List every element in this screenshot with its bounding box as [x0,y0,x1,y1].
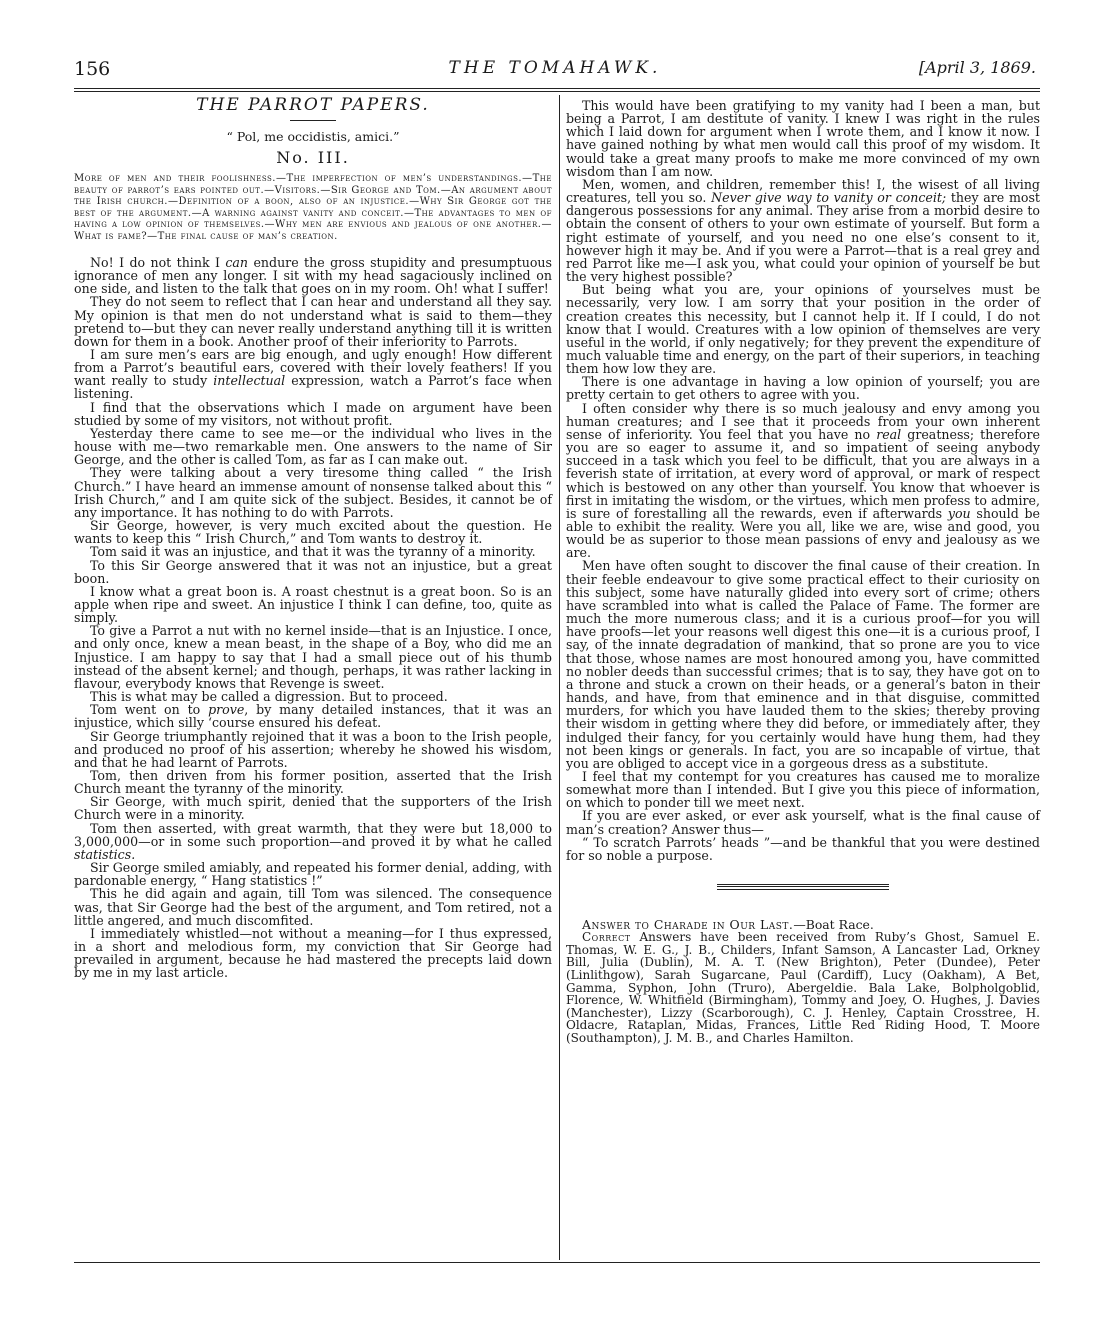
paragraph-text: Sir George triumphantly rejoined that it was a boon to the Irish people, and produced no proof of his assertion; whereby he showed his wisdom, and that he had learnt of Parrots. [74,728,552,770]
paragraph-text: endure the gross stupidity and presumptuous ignorance of men any longer. I sit with my head sagaciously inclined on one side, and listen to the talk that goes on in my room. Oh! what I suffer! [74,254,552,297]
paragraph-text: They were talking about a very tiresome thing called “ the Irish Church.” I have heard an immense amount of nonsense talked about this “ Irish Church,” and I am quite sick of the subject. Besides, it cannot be of any importance. It has nothing to do with Parrots. [74,465,552,520]
article-paragraph [566,375,1040,401]
charade-label: Answer to Charade in Our Last. [582,917,794,933]
right-column [566,99,1040,1045]
paragraph-text: If you are ever asked, or ever ask yourself, what is the final cause of man’s creation? Answer thus— [566,808,1040,837]
paragraph-text: I am sure men’s ears are big enough, and ugly enough! How different from a Parrot’s beautiful ears, covered with their lovely feathers! If you want really to study [74,347,552,389]
article-paragraph [74,927,552,980]
paragraph-text: I know what a great boon is. A roast chestnut is a great boon. So is an apple when ripe and sweet. An injustice I think I can define, too, quite as simply. [74,583,552,626]
article-paragraph [566,402,1040,560]
article-paragraph [74,559,552,585]
article-paragraph [566,836,1040,862]
correct-lead: Correct [582,930,631,945]
paragraph-text: Tom said it was an injustice, and that it was the tyranny of a minority. [90,544,536,560]
paragraph-text: you [947,505,971,521]
paragraph-text: Tom went on to [90,702,209,718]
article-paragraph [566,559,1040,770]
paragraph-text: Men have often sought to discover the final cause of their creation. In their feeble endeavour to give some practical effect to their curiosity on this subject, some have naturally glided into every sort of crime; others have scrambled into what is called the Palace of Fame. The former are much the more numerous class; and it is a curious proof—for you will have proofs—let your reasons well digest this one—it is a curious proof, I say, of the innate degradation of mankind, that so prone are you to vice that those, whose names are most honoured among you, have committed no nobler deeds than successful crimes; that is to say, they have got on to a throne and stuck a crown on their heads, or a general’s baton in their hands, and have, from that eminence and in that disguise, committed murders, for which you have lauded them to the skies; thereby proving their wisdom in getting where they did before, or immediately after, they indulged their fancy, for you certainly would have hung them, had they not been kings or generals. In fact, you are so incapable of virtue, that you are obliged to accept vice in a gorgeous dress as a substitute. [566,558,1040,771]
left-column [74,95,552,981]
column-divider [559,95,560,1260]
article-paragraph [74,427,552,466]
paragraph-text: Sir George, however, is very much excited about the question. He wants to keep this “ Irish Church,” and Tom wants to destroy it. [74,518,552,547]
paragraph-text: Men, women, and children, remember this! I, the wisest of all living creatures, tell you so. [566,176,1040,206]
paragraph-text: Never give way to vanity or conceit; [711,190,947,206]
correct-list: Answers have been received from Ruby’s Ghost, Samuel E. Thomas, W. E. G., J. B., Childers, Infant Samson, A Lancaster Lad, Orkney Bill, Julia (Dublin), M. A. T. (New Brighton), Peter (Dundee), Peter (Linlithgow), Sarah Sugarcane, Paul (Cardiff), Lucy (Oakham), A Bet, Gamma, Syphon, John (Truro), Abergeldie. Bala Lake, Bolpholgoblid, Florence, W. Whitfield (Birmingham), Tommy and Joey, O. Hughes, J. Davies (Manchester), Lizzy (Scarborough), C. J. Henley, Captain Crosstree, H. Oldacre, Rataplan, Midas, Frances, Little Red Riding Hood, T. Moore (Southampton), J. M. B., and Charles Hamilton. [566,930,1040,1045]
article-paragraph [74,624,552,690]
paragraph-text: This is what may be called a digression. But to proceed. [90,689,448,705]
paragraph-text: I immediately whistled—not without a meaning—for I thus expressed, in a short and melodious form, my conviction that Sir George had prevailed in argument, because he had mastered the precepts laid down by me in my last article. [74,925,552,981]
article-paragraph [74,887,552,926]
article-title: THE PARROT PAPERS. [196,95,430,115]
article-paragraph [566,283,1040,375]
article-paragraph [74,861,552,887]
article-paragraph [74,401,552,427]
footer-rule [74,1262,1040,1263]
paragraph-text: To give a Parrot a nut with no kernel inside—that is an Injustice. I once, and only once, knew a mean beast, in the shape of a Boy, who did me an Injustice. I am happy to say that I had a small piece out of his thumb instead of the absent kernel; and though, perhaps, it was rather lacking in flavour, everybody knows that Revenge is sweet. [74,623,552,691]
paragraph-text: Tom, then driven from his former position, asserted that the Irish Church meant the tyranny of the minority. [74,768,552,797]
page-number: 156 [74,58,111,80]
article-paragraph [74,585,552,624]
paragraph-text: Yesterday there came to see me—or the individual who lives in the house with me—two remarkable men. One answers to the name of Sir George, and the other is called Tom, as far as I can make out. [74,425,552,468]
paragraph-text: I feel that my contempt for you creatures has caused me to moralize somewhat more than I intended. But I give you this piece of information, on which to ponder till we meet next. [566,768,1040,811]
charade-answer-value: —Boat Race. [793,917,874,933]
article-synopsis: More of men and their foolishness.—The imperfection of men’s understandings.—The beauty of parrot’s ears pointed out.—Visitors.—Sir George and Tom.—An argument about the Irish church.—Definition of a boon, also of an injustice.—Why Sir George got the best of the argument.—A warning against vanity and conceit.—The advantages to men of having a low opinion of themselves.—Why men are envious and jealous of one another.—What is fame?—The final cause of man’s creation. [74,173,552,242]
paragraph-text: expression, watch a Parrot’s face when listening. [74,373,552,402]
paragraph-text: Tom then asserted, with great warmth, that they were but 18,000 to 3,000,000—or in some such proportion—and proved it by what he called [74,820,552,849]
paragraph-text: Sir George smiled amiably, and repeated his former denial, adding, with pardonable energy, “ Hang statistics !” [74,860,552,889]
paragraph-text: But being what you are, your opinions of yourselves must be necessarily, very low. I am sorry that your position in the order of creation creates this necessity, but I cannot help it. If I could, I do not know that I would. Creatures with a low opinion of themselves are very useful in the world, if only negatively; for they prevent the expenditure of much valuable time and energy, on the part of their superiors, in teaching them how low they are. [566,282,1040,377]
article-paragraph [74,703,552,729]
article-paragraph [74,769,552,795]
masthead: THE TOMAHAWK. [448,58,662,78]
paragraph-text: prove [208,702,245,718]
header-rule-thin [74,91,1040,92]
header-rule [74,88,1040,89]
issue-date: [April 3, 1869. [918,58,1036,77]
paragraph-text: I find that the observations which I made on argument have been studied by some of my visitors, not without profit. [74,399,552,428]
paragraph-text: Sir George, with much spirit, denied that the supporters of the Irish Church were in a minority. [74,794,552,823]
article-paragraph [74,295,552,348]
article-paragraph [74,822,552,861]
title-rule [290,120,336,121]
paragraph-text: they are most dangerous possessions for any animal. They arise from a morbid desire to obtain the consent of others to your own estimate of yourself. But form a right estimate of yourself, and you need no one else’s consent to it, however high it may be. And if you were a Parrot—that is a real grey and red Parrot like me—I ask you, what could your opinion of yourself be but the very highest possible? [566,190,1040,285]
article-paragraph [74,519,552,545]
paragraph-text: should be able to exhibit the reality. Were you all, like we are, wise and good, you would be as superior to those mean passions of envy and jealousy as we are. [566,505,1040,561]
paragraph-text: real [876,426,902,442]
article-paragraph [74,466,552,519]
paragraph-text: greatness; therefore you are so eager to assume it, and so impatient of seeing anybody succeed in a task which you feel to be difficult, that you are always in a feverish state of irritation, at every word of approval, or mark of respect which is bestowed on any other than yourself. You know that whoever is first in imitating the wisdom, or the virtues, which men profess to admire, is sure of forestalling all the rewards, even if afterwards [566,426,1040,521]
paragraph-text: intellectual [213,373,286,389]
article-motto: “ Pol, me occidistis, amici.” [226,129,400,145]
paragraph-text: This would have been gratifying to my vanity had I been a man, but being a Parrot, I am destitute of vanity. I knew I was right in the rules which I laid down for argument when I wrote them, and I know it now. I have gained nothing by what men would call this proof of my wisdom. It would take a great many proofs to make me more convinced of my own wisdom than I am now. [566,98,1040,179]
article-paragraph [74,730,552,769]
paragraph-text: To this Sir George answered that it was not an injustice, but a great boon. [74,557,552,586]
paragraph-text: This he did again and again, till Tom was silenced. The consequence was, that Sir George had the best of the argument, and Tom retired, not a little angered, and much discomfited. [74,886,552,928]
article-paragraph [74,795,552,821]
paragraph-text: , by many detailed instances, that it was an injustice, which silly ‘course ensured his defeat. [74,702,552,731]
paragraph-text: statistics. [74,846,136,862]
paragraph-text: No! I do not think I [90,254,226,270]
article-paragraph [74,256,552,295]
article-paragraph [566,178,1040,283]
paragraph-text: I often consider why there is so much jealousy and envy among you human creatures; and I see that it proceeds from your own inherent sense of inferiority. You feel that you have no [566,400,1040,442]
paragraph-text: They do not seem to reflect that I can hear and understand all they say. My opinion is that men do not understand what is said to them—they pretend to—but they can never really understand anything till it is written down for them in a book. Another proof of their inferiority to Parrots. [74,294,552,349]
correct-answers [566,931,1040,1044]
article-paragraph [566,99,1040,178]
section-divider [717,884,889,890]
page-header [74,58,1036,80]
article-paragraph [566,770,1040,809]
article-paragraph [566,809,1040,835]
article-number: No. III. [276,148,350,168]
paragraph-text: There is one advantage in having a low opinion of yourself; you are pretty certain to get others to agree with you. [566,374,1040,403]
paragraph-text: “ To scratch Parrots’ heads ”—and be thankful that you were destined for so noble a purpose. [566,834,1040,863]
article-paragraph [74,348,552,401]
paragraph-text: can [225,254,249,270]
